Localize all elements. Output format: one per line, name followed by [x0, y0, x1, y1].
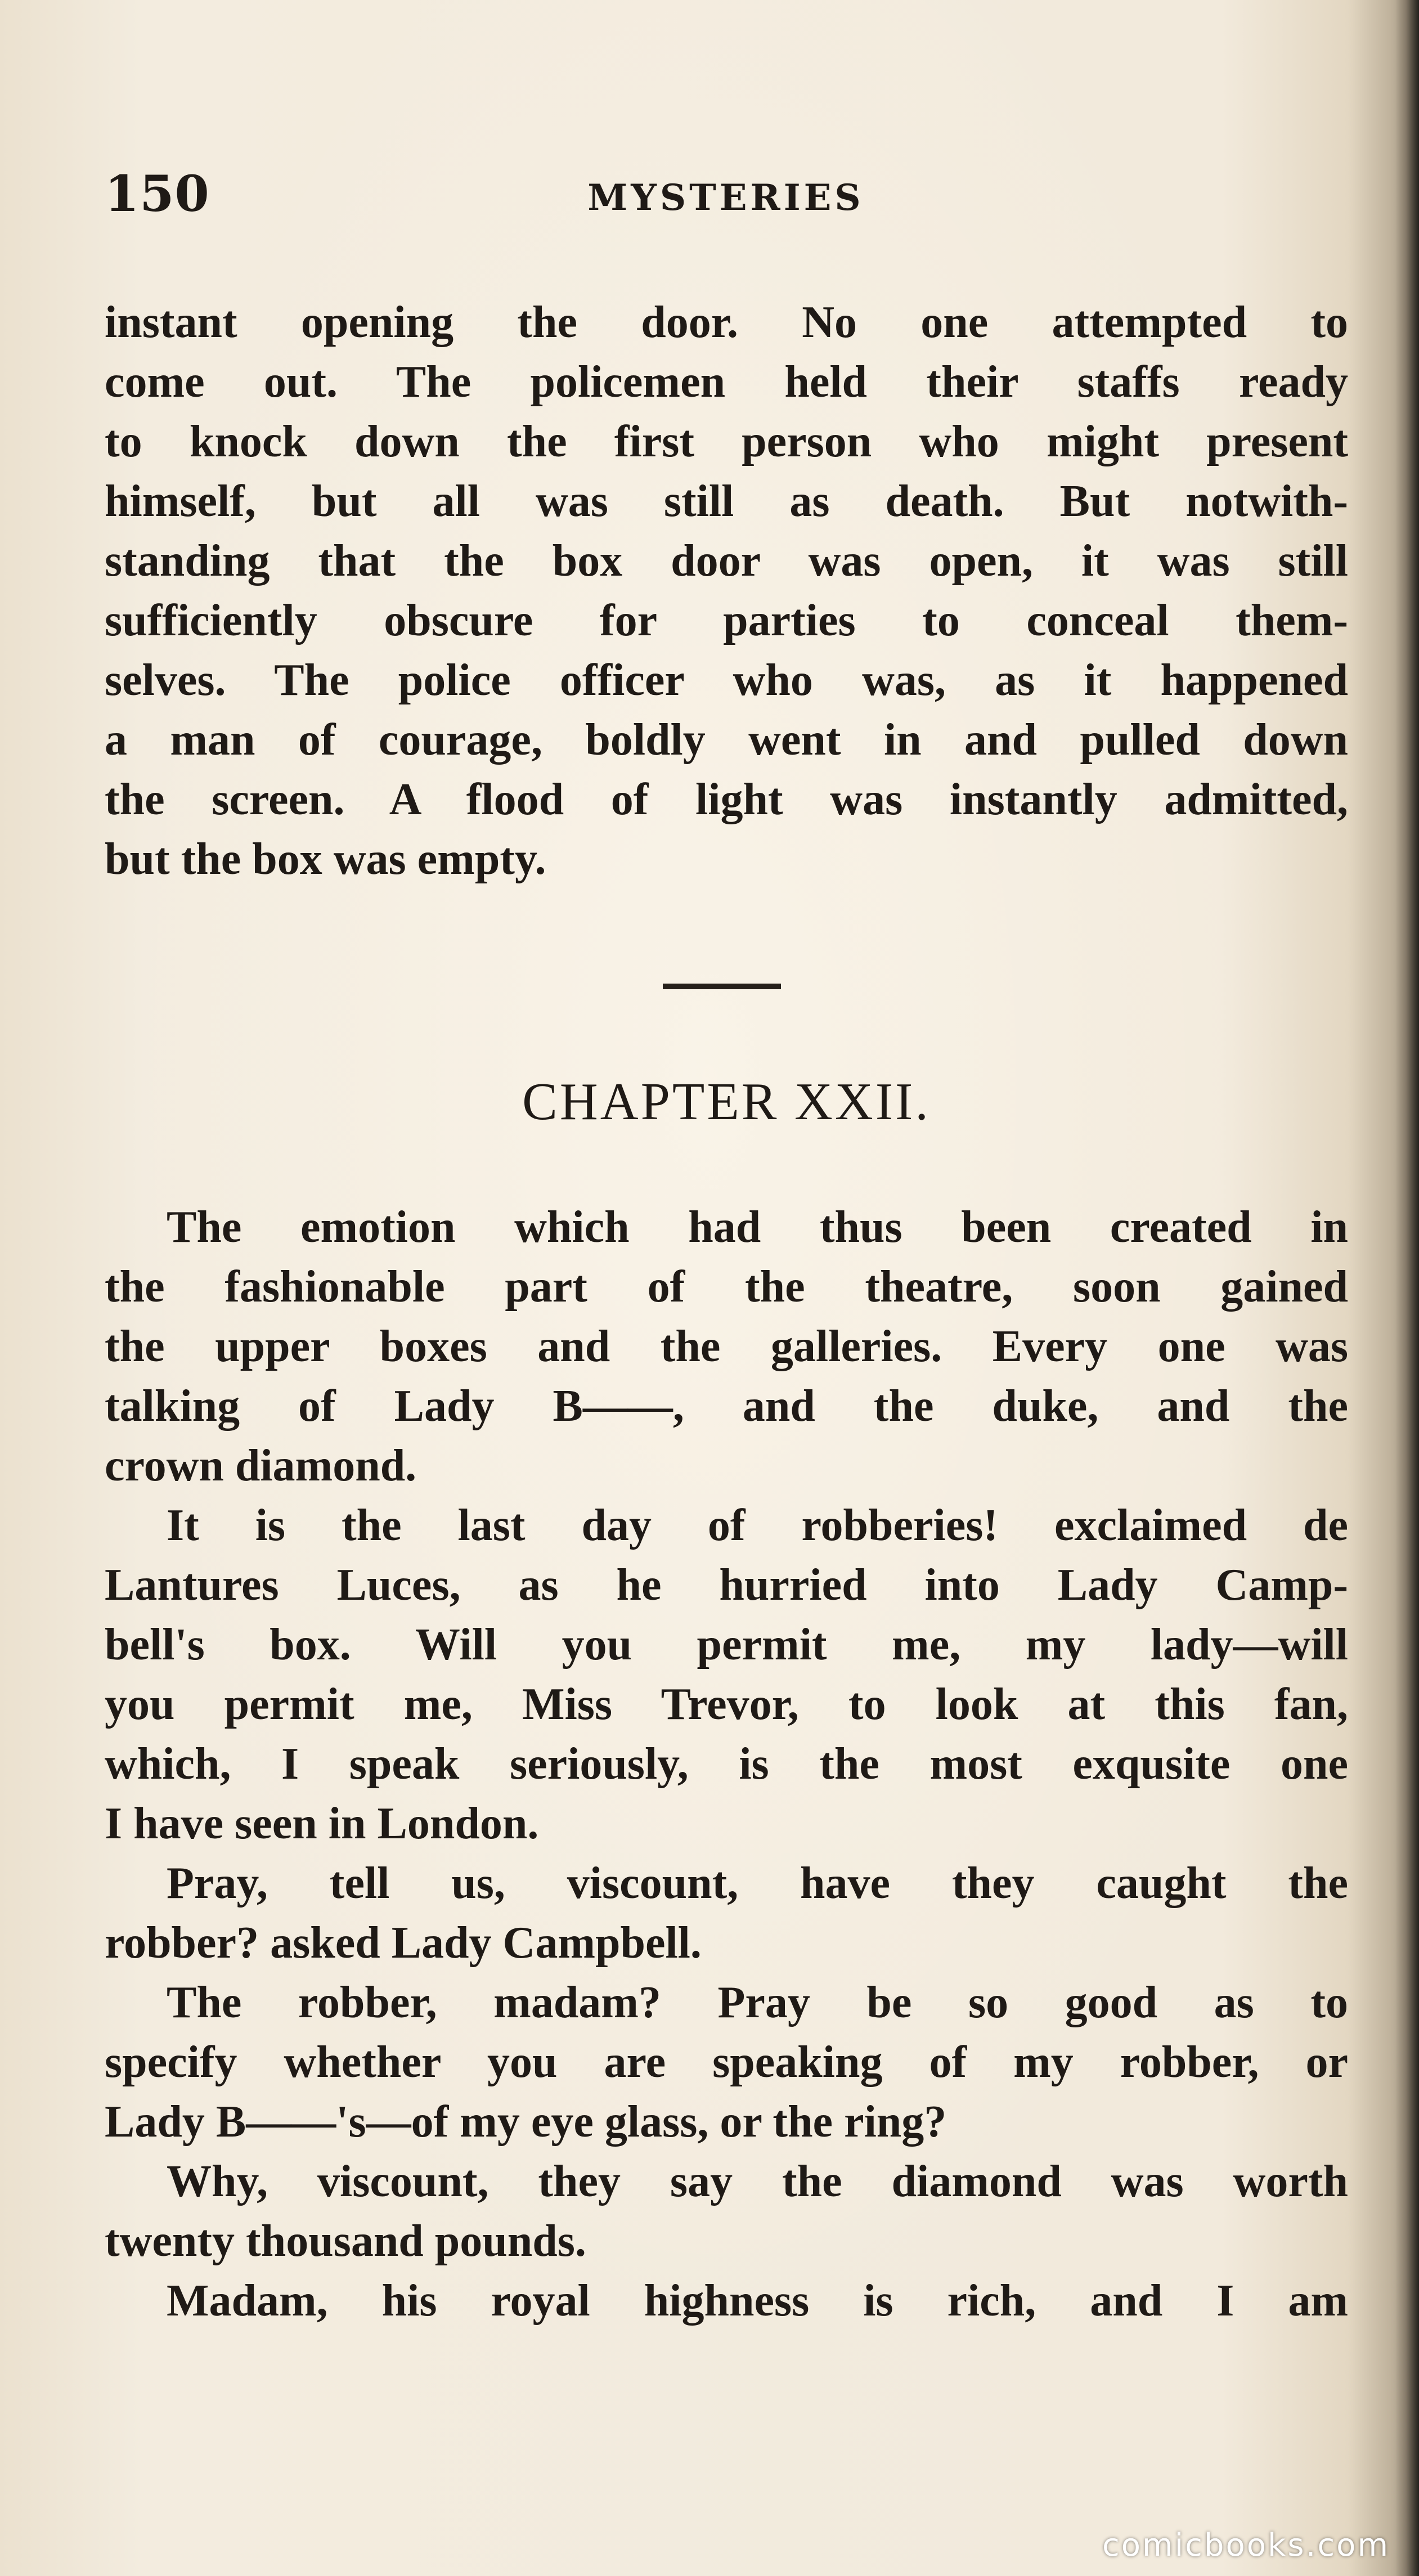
text-line: the upper boxes and the galleries. Every one was	[105, 1322, 1348, 1371]
text-line: Pray, tell us, viscount, have they caught the	[167, 1859, 1348, 1908]
section-divider	[663, 984, 781, 989]
text-line: Lady B——'s—of my eye glass, or the ring?	[105, 2097, 947, 2147]
chapter-text	[105, 1197, 1348, 2331]
text-line: talking of Lady B——, and the duke, and the	[105, 1381, 1348, 1431]
text-line: crown diamond.	[105, 1441, 417, 1491]
text-line: come out. The policemen held their staffs ready	[105, 357, 1348, 407]
watermark: comicbooks.com	[1102, 2527, 1390, 2564]
text-line: standing that the box door was open, it was still	[105, 536, 1348, 586]
running-title: MYSTERIES	[587, 177, 864, 219]
text-line: The robber, madam? Pray be so good as to	[167, 1978, 1348, 2027]
text-line: Why, viscount, they say the diamond was worth	[167, 2157, 1348, 2206]
text-line: selves. The police officer who was, as it happened	[105, 656, 1348, 705]
text-line: to knock down the first person who might present	[105, 417, 1348, 466]
text-line: The emotion which had thus been created in	[167, 1202, 1348, 1252]
running-head	[105, 164, 1347, 232]
text-line: which, I speak seriously, is the most exqusite one	[105, 1739, 1348, 1789]
text-line: the screen. A flood of light was instantly admitted,	[105, 775, 1348, 824]
chapter-heading: CHAPTER XXII.	[522, 1072, 931, 1131]
text-line: It is the last day of robberies! exclaimed de	[167, 1501, 1348, 1550]
text-line: Lantures Luces, as he hurried into Lady Camp-	[105, 1560, 1348, 1610]
text-line: twenty thousand pounds.	[105, 2216, 586, 2266]
page-number: 150	[105, 164, 210, 223]
text-line: but the box was empty.	[105, 834, 546, 884]
page-edge-shadow	[1395, 0, 1419, 2576]
text-line: the fashionable part of the theatre, soon gained	[105, 1262, 1348, 1312]
text-line: specify whether you are speaking of my robber, or	[105, 2038, 1348, 2087]
text-line: robber? asked Lady Campbell.	[105, 1918, 702, 1968]
text-line: himself, but all was still as death. But notwith-	[105, 477, 1348, 526]
text-line: Madam, his royal highness is rich, and I am	[167, 2276, 1348, 2326]
text-line: I have seen in London.	[105, 1799, 539, 1848]
text-line: instant opening the door. No one attempted to	[105, 298, 1348, 347]
text-line: sufficiently obscure for parties to conceal them-	[105, 596, 1348, 645]
text-line: bell's box. Will you permit me, my lady—will	[105, 1620, 1348, 1670]
top-passage	[105, 293, 1348, 889]
text-line: you permit me, Miss Trevor, to look at this fan,	[105, 1680, 1348, 1729]
text-line: a man of courage, boldly went in and pulled down	[105, 715, 1348, 765]
